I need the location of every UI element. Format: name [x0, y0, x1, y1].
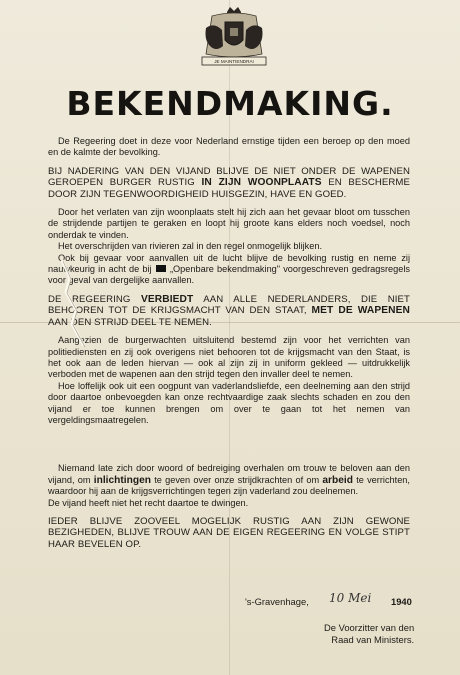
paragraph-reprisals: Hoe loffelijk ook uit een oogpunt van vaderlandsliefde, een deelneming aan den strijd door daartoe onbevoegden kan onze rechtvaardige zaak slechts schaden en zou den vijand er toe kunnen brengen om over te gaan tot het nemen van vergeldingsmaatregelen. [48, 380, 410, 425]
text-segment: te verrichten, waardoor hij aan de krijgsverrichtingen tegen zijn vaderland zou deelnemen. [48, 474, 410, 497]
text-segment: Ook bij gevaar voor aanvallen uit de lucht blijve de bevolking rustig en neme zij nauwkeurig in acht de bij [48, 252, 410, 275]
paragraph-danger: Door het verlaten van zijn woonplaats stelt hij zich aan het gevaar bloot om tusschen de strijdende partijen te geraken en loopt hij groote kans elders noch voedsel, noch onderdak te vinden. [48, 207, 410, 240]
signatory-line-1: De Voorzitter van den [324, 622, 415, 633]
text-segment: DE REGEERING [48, 293, 131, 305]
text-segment: te geven over onze strijdkrachten of om [154, 474, 320, 485]
text-segment: Niemand late zich door woord of bedreiging overhalen om trouw te beloven aan den vijand, om [48, 463, 410, 485]
page-title: BEKENDMAKING. [66, 84, 394, 123]
city-name: 's-Gravenhage, [245, 596, 309, 607]
text-segment: EN BESCHERME DOOR ZIJN TEGENWOORDIGHEID HUISGEZIN, HAVE EN GOED. [48, 177, 411, 200]
emphasis-arbeid: arbeid [322, 474, 353, 486]
paragraph-loyalty [48, 463, 410, 497]
signatory [324, 622, 414, 645]
emphasis-woonplaats: IN ZIJN WOONPLAATS [201, 177, 322, 189]
paragraph-stay-home [48, 166, 410, 200]
paragraph-prohibition [48, 294, 410, 328]
emphasis-verbiedt: VERBIEDT [141, 293, 194, 305]
paragraph-rivers: Het overschrijden van rivieren zal in den regel onmogelijk blijken. [58, 241, 323, 252]
signatory-line-2: Raad van Ministers. [331, 633, 415, 645]
redaction-block-icon [156, 265, 166, 272]
text-segment: „Openbare bekendmaking" voorgeschreven gedragsregels voor geval van dergelijke aanvallen. [48, 264, 410, 286]
text-segment: AAN DEN STRIJD DEEL TE NEMEN. [48, 316, 212, 328]
paragraph-intro: De Regeering doet in deze voor Nederland ernstige tijden een beroep op den moed en de kalmte der bevolking. [48, 136, 410, 158]
paragraph-closing: IEDER BLIJVE ZOOVEEL MOGELIJK RUSTIG AAN ZIJN GEWONE BEZIGHEDEN, BLIJVE TROUW AAN DE EIGEN REGEERING EN VOLGE STIPT HAAR BEVELEN OP. [48, 515, 410, 550]
paragraph-civic-guards: Aangezien de burgerwachten uitsluitend bestemd zijn voor het verrichten van politiediensten en zij ook overigens niet behooren tot de krijgsmacht van den Staat, is het ook aan de leden hiervan — ook al zijn zij in uniform gekleed — uitdrukkelijk verboden met de wapenen aan den strijd tegen den invaller deel te nemen. [48, 335, 410, 380]
notice-body [48, 136, 410, 557]
paper-tear-icon [60, 258, 100, 348]
emphasis-wapenen: MET DE WAPENEN [311, 305, 410, 317]
motto-text: JE MAINTIENDRAI [214, 59, 254, 64]
spacer [48, 433, 410, 463]
emphasis-inlichtingen: inlichtingen [93, 474, 151, 486]
handwritten-date: 10 Mei [329, 591, 372, 605]
text-segment: AAN ALLE NEDERLANDERS, DIE NIET BEHOOREN TOT DE KRIJGSMACHT VAN DEN STAAT, [48, 293, 411, 317]
paragraph-no-right: De vijand heeft niet het recht daartoe te dwingen. [48, 497, 249, 508]
coat-of-arms-icon [192, 6, 276, 70]
year: 1940 [391, 596, 412, 607]
text-segment: BIJ NADERING VAN DEN VIJAND BLIJVE DE NIET ONDER DE WAPENEN GEROEPEN BURGER RUSTIG [48, 165, 410, 189]
paragraph-air-raids [48, 253, 410, 287]
